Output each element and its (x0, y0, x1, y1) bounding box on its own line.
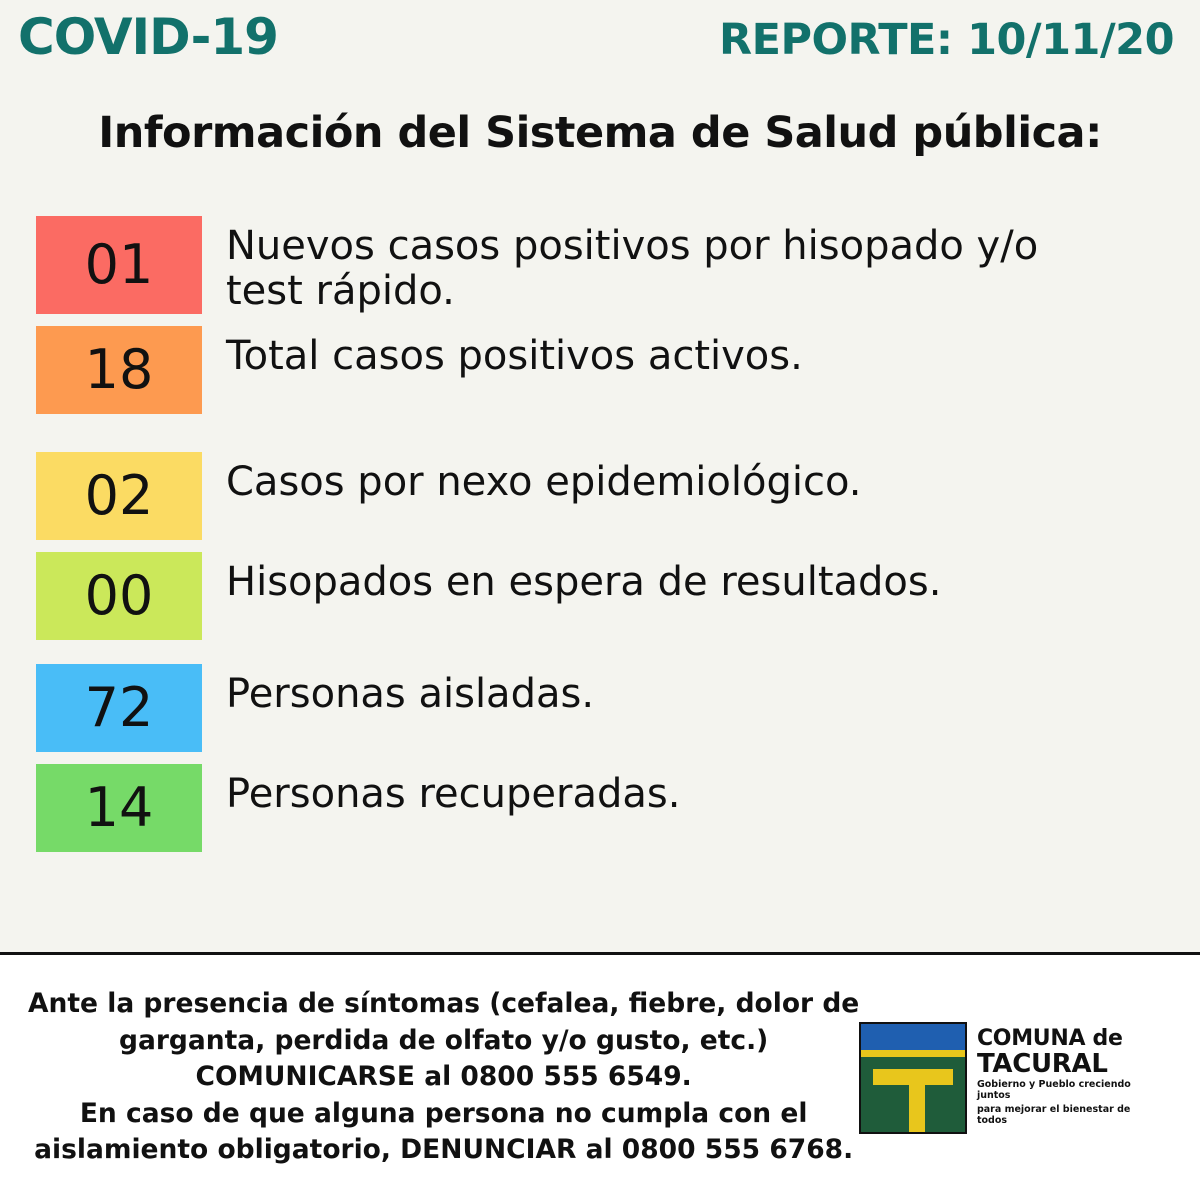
list-item (36, 452, 1180, 540)
footer-line-4: En caso de que alguna persona no cumpla con el (79, 1097, 808, 1129)
status-badge: 02 (36, 452, 202, 540)
logo-text (977, 1028, 1160, 1127)
status-badge: 72 (36, 664, 202, 752)
list-item-label: Casos por nexo epidemiológico. (226, 459, 862, 505)
logo-name-line2: TACURAL (976, 1048, 1108, 1079)
comuna-tacural-logo (859, 1022, 1160, 1134)
report-date: REPORTE: 10/11/20 (718, 15, 1174, 65)
tacural-shield-icon (859, 1022, 967, 1134)
footer-line-5: aislamiento obligatorio, DENUNCIAR al 0800 555 6768. (34, 1134, 854, 1166)
page-title: COVID-19 (18, 8, 278, 66)
list-item (36, 664, 1180, 752)
status-badge: 00 (36, 552, 202, 640)
status-badge: 18 (36, 326, 202, 414)
footer-line-3: COMUNICARSE al 0800 555 6549. (195, 1061, 692, 1093)
footer-message (18, 986, 859, 1169)
stats-list (0, 216, 1200, 952)
list-item (36, 326, 1180, 414)
status-badge: 14 (36, 764, 202, 852)
list-item (36, 552, 1180, 640)
subtitle: Información del Sistema de Salud pública: (98, 108, 1102, 158)
list-item-label: Personas aisladas. (226, 671, 595, 717)
list-item-label: Total casos positivos activos. (226, 333, 803, 379)
logo-tagline-line1: Gobierno y Pueblo creciendo juntos (976, 1079, 1131, 1102)
status-badge: 01 (36, 216, 202, 314)
list-item-label: Nuevos casos positivos por hisopado y/o test rápido. (226, 223, 1039, 314)
footer-line-1: Ante la presencia de síntomas (cefalea, fiebre, dolor de (28, 988, 860, 1020)
list-item (36, 764, 1180, 852)
poster-header (0, 0, 1200, 66)
footer-line-2: garganta, perdida de olfato y/o gusto, etc.) (119, 1024, 769, 1056)
list-item-label: Personas recuperadas. (226, 771, 681, 817)
list-item (36, 216, 1180, 314)
logo-name-line1: COMUNA de (976, 1026, 1123, 1052)
list-item-label: Hisopados en espera de resultados. (226, 559, 942, 605)
poster-footer (0, 952, 1200, 1200)
logo-tagline-line2: para mejorar el bienestar de todos (976, 1103, 1131, 1126)
